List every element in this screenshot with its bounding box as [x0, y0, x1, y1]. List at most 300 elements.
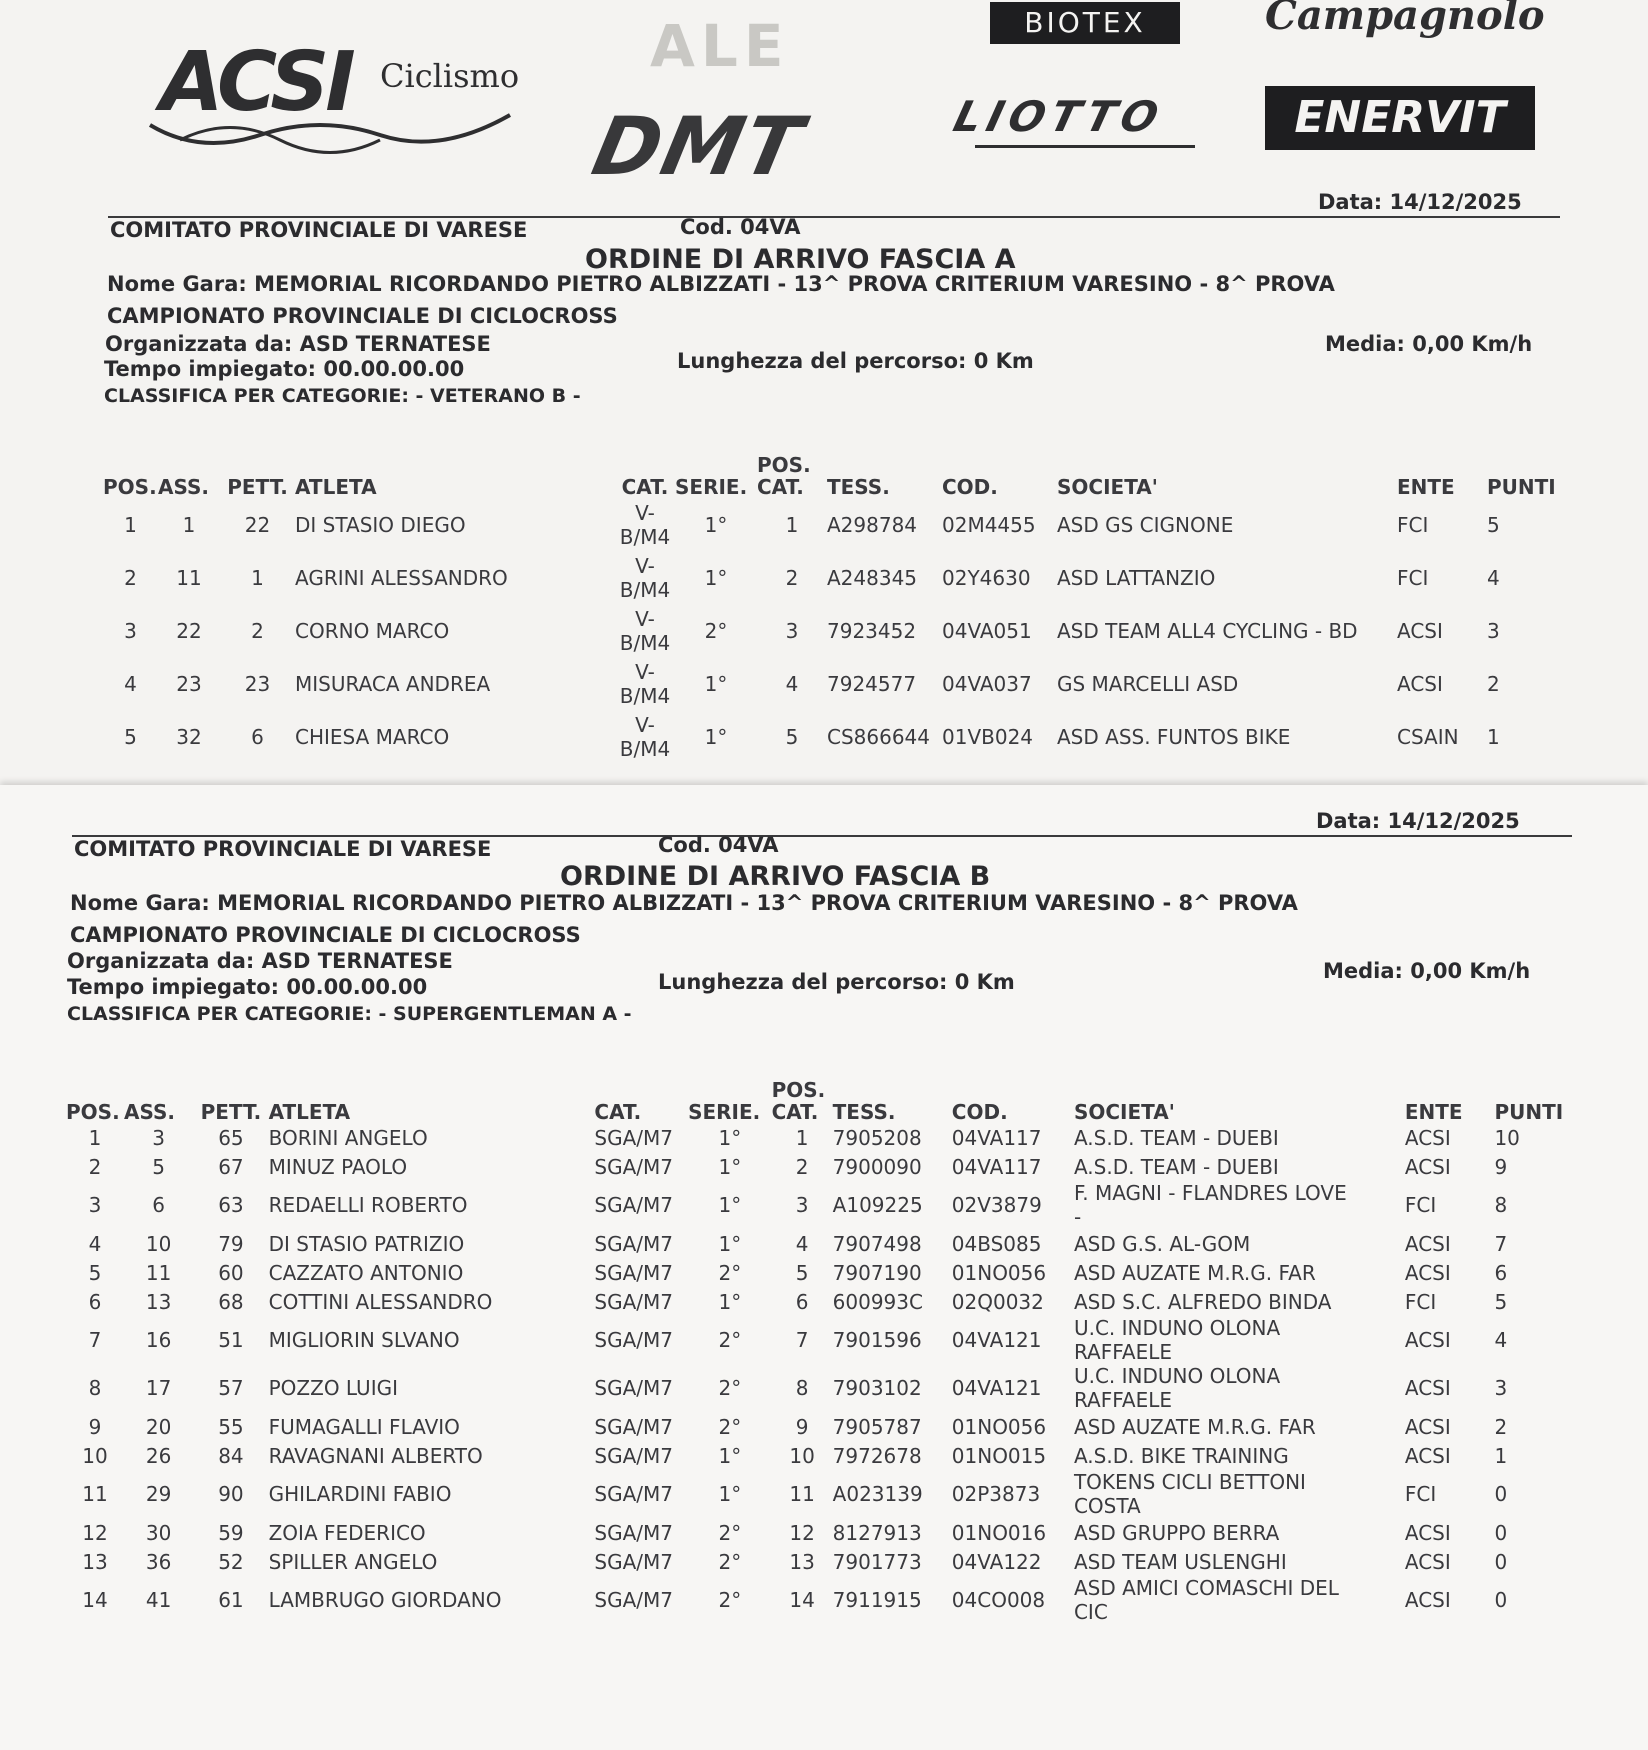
cell-cod: 02M4455	[942, 512, 1036, 537]
cell-cat-line2: B/M4	[619, 630, 671, 655]
cell-atleta: AGRINI ALESSANDRO	[295, 565, 508, 590]
cell-punti: 2	[1494, 1414, 1508, 1439]
cell-ente: ACSI	[1404, 1125, 1451, 1150]
cell-pett: 61	[218, 1588, 244, 1612]
cell-ente: ACSI	[1397, 671, 1443, 696]
cell-ass: 6	[152, 1193, 166, 1217]
cell-ass: 11	[176, 565, 202, 590]
cell-pos-cat: 4	[785, 671, 799, 696]
cell-atleta: SPILLER ANGELO	[268, 1549, 438, 1574]
gara-name-cont: CAMPIONATO PROVINCIALE DI CICLOCROSS	[70, 923, 581, 947]
cell-pos-cat: 6	[795, 1289, 809, 1314]
cell-societa	[1074, 1470, 1405, 1518]
cell-ass: 41	[145, 1588, 172, 1612]
cell-pos: 10	[82, 1443, 108, 1468]
cell-pett: 52	[218, 1549, 244, 1574]
cell-punti: 7	[1494, 1231, 1508, 1256]
cell-tess: 7907498	[832, 1231, 922, 1256]
cell-pos-cat: 9	[795, 1414, 809, 1439]
cell-societa-line2: CIC	[1073, 1600, 1108, 1624]
table-row	[66, 1287, 1576, 1316]
cell-ass: 1	[182, 512, 196, 537]
cell-serie: 2°	[718, 1260, 742, 1285]
cell-serie: 1°	[718, 1443, 742, 1468]
cell-pos-cat: 1	[795, 1125, 809, 1150]
cell-tess: 7903102	[832, 1376, 922, 1400]
cell-ass: 11	[145, 1260, 172, 1285]
cell-atleta: MIGLIORIN SLVANO	[268, 1328, 460, 1352]
cell-atleta: GHILARDINI FABIO	[268, 1482, 452, 1506]
cell-serie: 2°	[718, 1520, 742, 1545]
cell-pos: 4	[124, 671, 137, 696]
liotto-underline	[975, 145, 1195, 148]
cell-cod: 04BS085	[951, 1231, 1042, 1256]
cell-cat-line2: B/M4	[619, 577, 671, 602]
tempo-label: Tempo impiegato: 00.00.00.00	[67, 975, 428, 999]
cell-societa-line1: ASD GRUPPO BERRA	[1073, 1520, 1280, 1545]
cell-cat-line2: B/M4	[619, 683, 671, 708]
page-title: ORDINE DI ARRIVO FASCIA B	[560, 861, 991, 892]
organizzata-label: Organizzata da: ASD TERNATESE	[67, 949, 453, 973]
col-pett: PETT.	[200, 1100, 262, 1124]
cell-punti: 0	[1494, 1588, 1508, 1612]
cell-cat: SGA/M7	[594, 1482, 674, 1506]
cell-atleta: COTTINI ALESSANDRO	[268, 1289, 493, 1314]
cell-pos: 2	[88, 1154, 102, 1179]
cell-pos: 6	[88, 1289, 102, 1314]
cell-cod: 02Q0032	[951, 1289, 1044, 1314]
cell-ente: FCI	[1404, 1482, 1437, 1506]
cell-societa	[1074, 1518, 1405, 1547]
cell-pos-cat: 2	[795, 1154, 809, 1179]
cell-cod: 01NO056	[951, 1260, 1047, 1285]
cell-atleta: MINUZ PAOLO	[268, 1154, 408, 1179]
cell-cat: SGA/M7	[594, 1328, 674, 1352]
cell-serie: 2°	[704, 618, 728, 643]
cod-label: Cod. 04VA	[680, 215, 801, 239]
cell-pett: 84	[218, 1443, 244, 1468]
cell-serie: 1°	[718, 1231, 742, 1256]
cell-pett: 60	[218, 1260, 244, 1285]
cell-societa	[1074, 1181, 1405, 1229]
cell-pos-cat: 12	[789, 1520, 815, 1545]
cell-pos: 1	[124, 512, 137, 537]
col-pos-cat: POS. CAT.	[757, 453, 811, 499]
cell-pos: 14	[82, 1588, 108, 1612]
cell-pos: 5	[124, 724, 137, 749]
media-label: Media: 0,00 Km/h	[1323, 959, 1531, 983]
cell-societa: ASD ASS. FUNTOS BIKE	[1057, 724, 1291, 749]
cell-atleta: FUMAGALLI FLAVIO	[268, 1414, 460, 1439]
cell-ente: ACSI	[1404, 1231, 1451, 1256]
cell-cat: SGA/M7	[594, 1376, 674, 1400]
table-row	[66, 1576, 1576, 1624]
cell-ass: 36	[145, 1549, 172, 1574]
col-ass: ASS.	[124, 1100, 176, 1124]
organizzata-label: Organizzata da: ASD TERNATESE	[105, 332, 491, 356]
cell-punti: 0	[1494, 1520, 1508, 1545]
col-cod: COD.	[951, 1100, 1008, 1124]
cell-tess: 7911915	[832, 1588, 922, 1612]
cell-punti: 9	[1494, 1154, 1508, 1179]
cell-ente: ACSI	[1404, 1414, 1451, 1439]
cell-societa-line2: RAFFAELE	[1073, 1340, 1172, 1364]
cell-ente: ACSI	[1397, 618, 1443, 643]
cell-societa-line1: U.C. INDUNO OLONA	[1073, 1316, 1281, 1340]
cell-cod: 04VA121	[951, 1376, 1042, 1400]
cell-tess: CS866644	[827, 724, 931, 749]
cell-societa-line1: ASD AMICI COMASCHI DEL	[1073, 1576, 1339, 1600]
col-pos-cat: POS. CAT.	[771, 1078, 826, 1124]
cell-societa-line1: ASD G.S. AL-GOM	[1073, 1231, 1251, 1256]
cell-cod: 01NO015	[951, 1443, 1047, 1468]
cell-tess: 7924577	[827, 671, 917, 696]
cell-atleta: CHIESA MARCO	[295, 724, 450, 749]
cell-pett: 63	[218, 1193, 244, 1217]
cell-tess: 7972678	[832, 1443, 922, 1468]
cell-pett: 6	[251, 724, 264, 749]
cell-pos-cat: 1	[785, 512, 799, 537]
cell-serie: 2°	[718, 1414, 742, 1439]
cell-pett: 1	[251, 565, 264, 590]
results-table-a	[103, 440, 1563, 763]
cell-cod: 04VA117	[951, 1154, 1042, 1179]
table-row	[66, 1547, 1576, 1576]
cell-tess: A109225	[832, 1193, 923, 1217]
cell-pos: 8	[88, 1376, 102, 1400]
cell-ente: ACSI	[1404, 1520, 1451, 1545]
cell-societa	[1074, 1123, 1405, 1152]
cell-societa	[1074, 1316, 1405, 1364]
cell-cat-line1: V-	[635, 606, 655, 631]
cell-cod: 04VA122	[951, 1549, 1042, 1574]
cell-ass: 32	[176, 724, 202, 749]
cell-cod: 01VB024	[942, 724, 1034, 749]
cell-ente: FCI	[1397, 565, 1429, 590]
cell-ass: 5	[152, 1154, 166, 1179]
cell-cat: SGA/M7	[594, 1125, 674, 1150]
cell-pett: 67	[218, 1154, 244, 1179]
table-row	[66, 1152, 1576, 1181]
acsi-swoosh-icon	[140, 95, 520, 155]
cell-pett: 68	[218, 1289, 244, 1314]
cell-ente: ACSI	[1404, 1443, 1451, 1468]
cell-pos-cat: 14	[789, 1588, 815, 1612]
cell-societa	[1074, 1547, 1405, 1576]
cell-cod: 02P3873	[951, 1482, 1041, 1506]
cell-atleta: DI STASIO PATRIZIO	[268, 1231, 465, 1256]
cell-ass: 26	[145, 1443, 172, 1468]
cell-atleta: BORINI ANGELO	[268, 1125, 428, 1150]
cell-punti: 3	[1494, 1376, 1508, 1400]
cell-ass: 10	[145, 1231, 172, 1256]
col-pos: POS.	[66, 1100, 120, 1124]
cell-societa	[1074, 1287, 1405, 1316]
gara-name-cont: CAMPIONATO PROVINCIALE DI CICLOCROSS	[107, 304, 618, 328]
cell-cod: 02V3879	[951, 1193, 1042, 1217]
cell-ass: 22	[176, 618, 202, 643]
table-row	[66, 1518, 1576, 1547]
gara-name: Nome Gara: MEMORIAL RICORDANDO PIETRO ALBIZZATI - 13^ PROVA CRITERIUM VARESINO - 8^ PROVA	[107, 272, 1335, 296]
cod-label: Cod. 04VA	[658, 833, 779, 857]
cell-societa-line2: COSTA	[1073, 1494, 1141, 1518]
cell-cod: 04CO008	[951, 1588, 1046, 1612]
table-row	[66, 1229, 1576, 1258]
cell-cat	[615, 498, 675, 551]
cell-pos: 4	[88, 1231, 102, 1256]
cell-pos-cat: 3	[795, 1193, 809, 1217]
cell-cod: 04VA037	[942, 671, 1032, 696]
table-row	[66, 1412, 1576, 1441]
cell-atleta: MISURACA ANDREA	[295, 671, 491, 696]
cell-cat-line1: V-	[635, 553, 655, 578]
cell-tess: A023139	[832, 1482, 923, 1506]
cell-pett: 57	[218, 1376, 244, 1400]
cell-serie: 1°	[704, 512, 728, 537]
cell-societa-line1: ASD TEAM USLENGHI	[1073, 1549, 1287, 1574]
cell-ass: 23	[176, 671, 202, 696]
cell-societa-line1: TOKENS CICLI BETTONI	[1073, 1470, 1306, 1494]
col-cat: CAT.	[621, 475, 669, 499]
cell-societa	[1074, 1229, 1405, 1258]
cell-cat-line1: V-	[635, 500, 655, 525]
cell-tess: 7905787	[832, 1414, 922, 1439]
cell-punti: 8	[1494, 1193, 1508, 1217]
gara-name: Nome Gara: MEMORIAL RICORDANDO PIETRO ALBIZZATI - 13^ PROVA CRITERIUM VARESINO - 8^ PROVA	[70, 891, 1298, 915]
cell-pett: 22	[244, 512, 271, 537]
cell-atleta: POZZO LUIGI	[268, 1376, 398, 1400]
cell-pos: 13	[82, 1549, 108, 1574]
col-ass: ASS.	[158, 475, 209, 499]
cell-ass: 20	[145, 1414, 172, 1439]
cell-societa-line1: ASD AUZATE M.R.G. FAR	[1073, 1414, 1316, 1439]
cell-pos-cat: 5	[785, 724, 799, 749]
cell-tess: 7905208	[832, 1125, 922, 1150]
table-row	[66, 1441, 1576, 1470]
cell-societa-line2: -	[1073, 1205, 1082, 1229]
tempo-label: Tempo impiegato: 00.00.00.00	[104, 357, 465, 381]
cell-pos: 1	[88, 1125, 102, 1150]
cell-societa: ASD TEAM ALL4 CYCLING - BD	[1057, 618, 1358, 643]
cell-cod: 02Y4630	[942, 565, 1031, 590]
cell-atleta: CAZZATO ANTONIO	[268, 1260, 464, 1285]
col-pos: POS.	[103, 475, 157, 499]
cell-pos: 5	[88, 1260, 102, 1285]
results-table-b	[66, 1073, 1576, 1624]
cell-punti: 0	[1494, 1549, 1508, 1574]
cell-societa	[1074, 1364, 1405, 1412]
cell-cat: SGA/M7	[594, 1414, 674, 1439]
table-row	[66, 1364, 1576, 1412]
cell-cat	[615, 710, 675, 763]
cell-tess: 600993C	[832, 1289, 923, 1314]
cell-punti: 1	[1494, 1443, 1508, 1468]
cell-pos-cat: 7	[795, 1328, 809, 1352]
table-row	[103, 657, 1563, 710]
col-societa: SOCIETA'	[1057, 475, 1158, 499]
cell-pett: 23	[244, 671, 271, 696]
cell-tess: 7900090	[832, 1154, 922, 1179]
col-societa: SOCIETA'	[1073, 1100, 1175, 1124]
cell-punti: 4	[1494, 1328, 1508, 1352]
ale-logo: ALE	[650, 12, 790, 80]
table-row	[103, 604, 1563, 657]
col-pett: PETT.	[227, 475, 288, 499]
results-sheet-fascia-b	[0, 785, 1648, 1750]
cell-pos-cat: 5	[795, 1260, 809, 1285]
biotex-logo: BIOTEX	[990, 2, 1180, 44]
cell-atleta: DI STASIO DIEGO	[295, 512, 466, 537]
table-row	[103, 551, 1563, 604]
cell-societa	[1074, 1576, 1405, 1624]
cell-punti: 1	[1487, 724, 1500, 749]
cell-atleta: ZOIA FEDERICO	[268, 1520, 426, 1545]
cell-tess: 7923452	[827, 618, 917, 643]
cell-cat-line2: B/M4	[619, 524, 671, 549]
cell-atleta: LAMBRUGO GIORDANO	[268, 1588, 502, 1612]
cell-societa-line1: A.S.D. TEAM - DUEBI	[1073, 1154, 1279, 1179]
cell-serie: 1°	[704, 565, 728, 590]
cell-punti: 2	[1487, 671, 1500, 696]
cell-ente: FCI	[1404, 1193, 1437, 1217]
cell-punti: 5	[1494, 1289, 1508, 1314]
date-label: Data: 14/12/2025	[1318, 190, 1522, 214]
cell-tess: 8127913	[832, 1520, 922, 1545]
cell-societa	[1074, 1258, 1405, 1287]
cell-pett: 55	[218, 1414, 244, 1439]
cell-pett: 51	[218, 1328, 244, 1352]
col-ente: ENTE	[1404, 1100, 1463, 1124]
cell-punti: 5	[1487, 512, 1500, 537]
cell-pos: 12	[82, 1520, 108, 1545]
cell-serie: 1°	[718, 1154, 742, 1179]
page-title: ORDINE DI ARRIVO FASCIA A	[585, 244, 1016, 275]
cell-ass: 29	[145, 1482, 172, 1506]
table-row	[103, 498, 1563, 551]
table-row	[66, 1258, 1576, 1287]
col-serie: SERIE.	[675, 475, 748, 499]
cell-punti: 4	[1487, 565, 1500, 590]
cell-serie: 1°	[718, 1193, 742, 1217]
cell-cat-line1: V-	[635, 659, 655, 684]
cell-pos-cat: 4	[795, 1231, 809, 1256]
cell-tess: A298784	[827, 512, 918, 537]
table-row	[66, 1123, 1576, 1152]
cell-serie: 1°	[718, 1482, 742, 1506]
cell-pos: 3	[124, 618, 137, 643]
cell-ass: 13	[145, 1289, 172, 1314]
cell-tess: 7901596	[832, 1328, 922, 1352]
table-header-row	[103, 440, 1563, 498]
cell-ente: ACSI	[1404, 1260, 1451, 1285]
cell-pos: 2	[124, 565, 137, 590]
cell-ass: 30	[145, 1520, 172, 1545]
cell-serie: 2°	[718, 1588, 742, 1612]
dmt-logo: DMT	[585, 100, 812, 193]
cell-cod: 04VA051	[942, 618, 1032, 643]
cell-ente: ACSI	[1404, 1154, 1451, 1179]
cell-atleta: RAVAGNANI ALBERTO	[268, 1443, 483, 1468]
cell-serie: 1°	[718, 1125, 742, 1150]
cell-serie: 1°	[704, 724, 728, 749]
cell-pos: 11	[82, 1482, 108, 1506]
cell-pos: 9	[88, 1414, 102, 1439]
cell-societa: ASD GS CIGNONE	[1057, 512, 1234, 537]
cell-cat: SGA/M7	[594, 1231, 674, 1256]
cell-societa-line1: ASD S.C. ALFREDO BINDA	[1073, 1289, 1332, 1314]
cell-pos-cat: 2	[785, 565, 799, 590]
cell-pett: 59	[218, 1520, 244, 1545]
comitato-label: COMITATO PROVINCIALE DI VARESE	[110, 218, 528, 242]
classifica-label: CLASSIFICA PER CATEGORIE: - SUPERGENTLEMAN A -	[67, 1003, 632, 1025]
cell-pett: 65	[218, 1125, 244, 1150]
table-header-row	[66, 1073, 1576, 1123]
cell-tess: 7901773	[832, 1549, 922, 1574]
cell-serie: 1°	[718, 1289, 742, 1314]
col-atleta: ATLETA	[295, 475, 377, 499]
cell-punti: 10	[1494, 1125, 1520, 1150]
cell-tess: A248345	[827, 565, 918, 590]
cell-punti: 0	[1494, 1482, 1508, 1506]
cell-pos-cat: 3	[785, 618, 799, 643]
cell-societa-line1: F. MAGNI - FLANDRES LOVE	[1073, 1181, 1347, 1205]
cell-societa	[1074, 1441, 1405, 1470]
cell-ente: FCI	[1397, 512, 1429, 537]
table-row	[103, 710, 1563, 763]
cell-societa	[1074, 1152, 1405, 1181]
liotto-logo: LIOTTO	[948, 92, 1170, 141]
table-row	[66, 1316, 1576, 1364]
cell-punti: 3	[1487, 618, 1500, 643]
table-row	[66, 1181, 1576, 1229]
cell-pett: 79	[218, 1231, 244, 1256]
cell-serie: 2°	[718, 1549, 742, 1574]
cell-ente: ACSI	[1404, 1588, 1451, 1612]
cell-cat: SGA/M7	[594, 1520, 674, 1545]
cell-ente: ACSI	[1404, 1328, 1451, 1352]
cell-ente: FCI	[1404, 1289, 1437, 1314]
col-tess: TESS.	[827, 475, 890, 499]
cell-ass: 3	[152, 1125, 166, 1150]
cell-cat	[615, 657, 675, 710]
cell-societa-line1: A.S.D. TEAM - DUEBI	[1073, 1125, 1279, 1150]
cell-ass: 17	[145, 1376, 172, 1400]
col-ente: ENTE	[1397, 475, 1455, 499]
acsi-ciclismo-logo: ACSI Ciclismo	[140, 35, 520, 155]
col-cat: CAT.	[594, 1100, 642, 1124]
cell-cat-line2: B/M4	[619, 736, 671, 761]
cell-atleta: REDAELLI ROBERTO	[268, 1193, 468, 1217]
cell-societa: ASD LATTANZIO	[1057, 565, 1216, 590]
cell-societa	[1074, 1412, 1405, 1441]
cell-societa-line2: RAFFAELE	[1073, 1388, 1172, 1412]
col-atleta: ATLETA	[268, 1100, 351, 1124]
cell-tess: 7907190	[832, 1260, 922, 1285]
col-punti: PUNTI	[1487, 475, 1556, 499]
cell-serie: 1°	[704, 671, 728, 696]
cell-ente: ACSI	[1404, 1376, 1451, 1400]
cell-ente: ACSI	[1404, 1549, 1451, 1574]
cell-pos-cat: 10	[789, 1443, 815, 1468]
cell-ente: CSAIN	[1397, 724, 1459, 749]
cell-cat: SGA/M7	[594, 1443, 674, 1468]
cell-cod: 04VA117	[951, 1125, 1042, 1150]
cell-cat: SGA/M7	[594, 1289, 674, 1314]
col-punti: PUNTI	[1494, 1100, 1564, 1124]
cell-pos-cat: 11	[789, 1482, 815, 1506]
lunghezza-label: Lunghezza del percorso: 0 Km	[658, 970, 1015, 994]
cell-cod: 01NO056	[951, 1414, 1047, 1439]
